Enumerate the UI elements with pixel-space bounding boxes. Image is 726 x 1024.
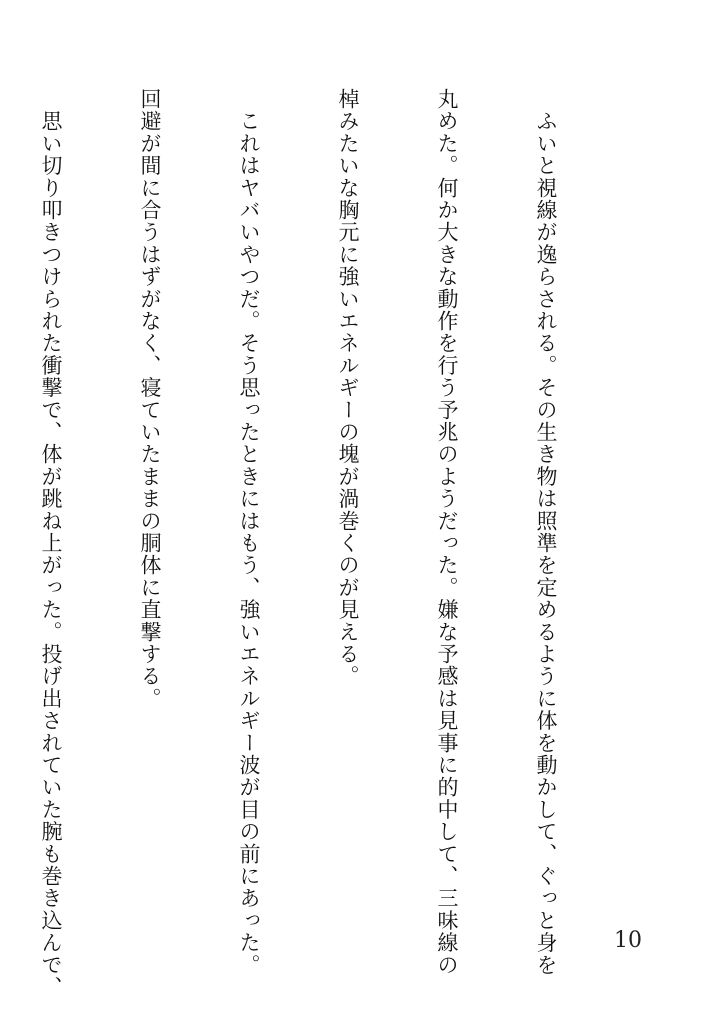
text-line: これはヤバいやつだ。そう思ったときにはもう、強いエネルギー波が目の前にあった。: [237, 88, 261, 977]
text-line: 丸めた。何か大きな動作を行う予兆のようだった。嫌な予感は見事に的中して、三味線の: [435, 88, 459, 976]
page-number: 10: [614, 928, 642, 953]
text-line: 棹みたいな胸元に強いエネルギーの塊が渦巻くのが見える。: [336, 88, 360, 688]
text-line: 回避が間に合うはずがなく、寝ていたままの胴体に直撃する。: [138, 88, 162, 710]
text-line: ふいと視線が逸らされる。その生き物は照準を定めるように体を動かして、ぐっと身を: [534, 88, 558, 976]
text-line: 思い切り叩きつけられた衝撃で、体が跳ね上がった。投げ出されていた腕も巻き込んで、: [39, 88, 63, 999]
